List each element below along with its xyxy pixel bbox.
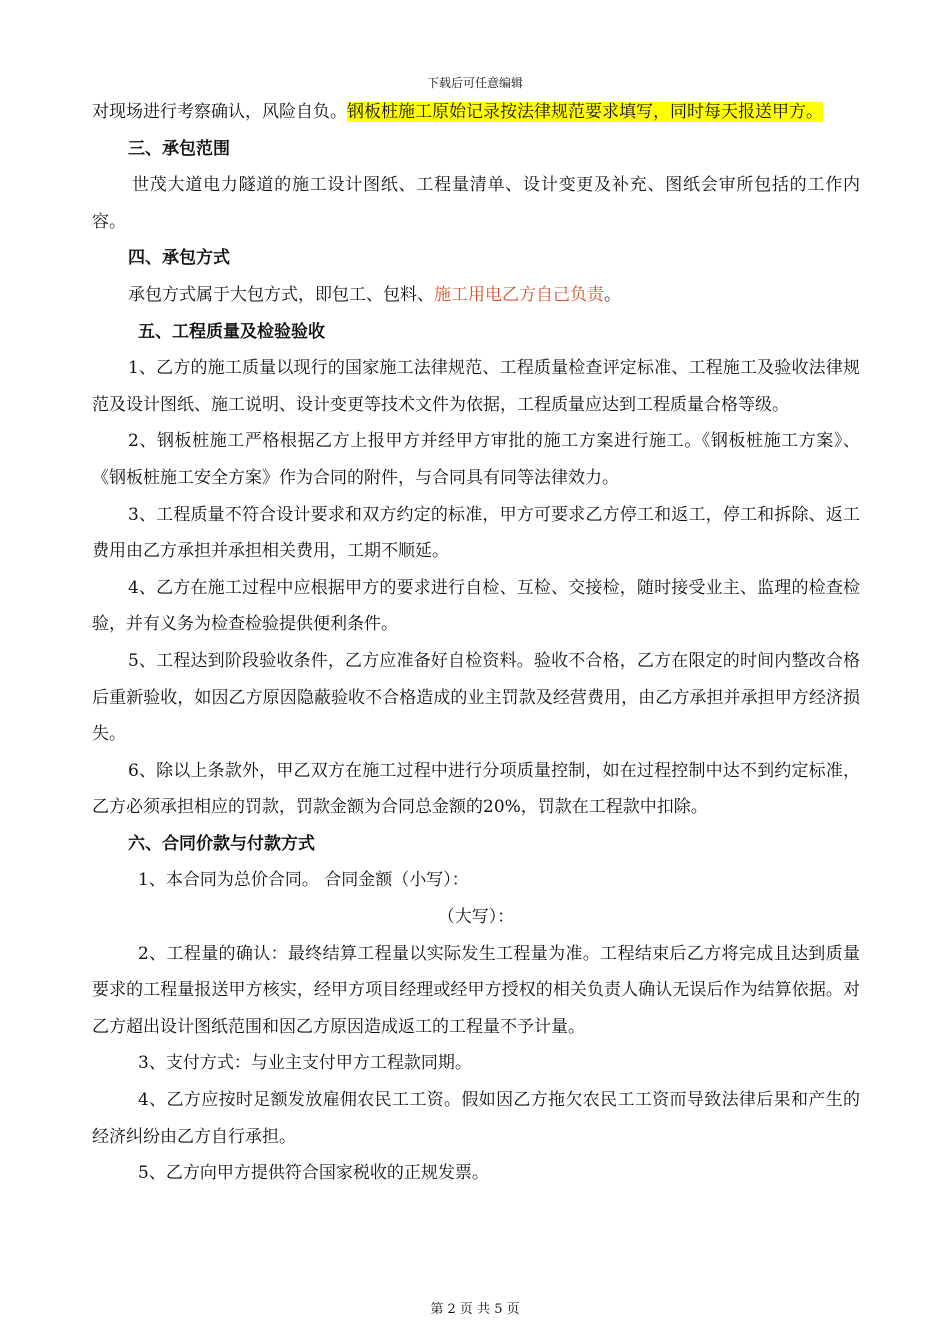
paragraph-scope: 世茂大道电力隧道的施工设计图纸、工程量清单、设计变更及补充、图纸会审所包括的工作内容。 [92,175,860,232]
quality-clause-1: 1、乙方的施工质量以现行的国家施工法律规范、工程质量检查评定标准、工程施工及验收法律规范及设计图纸、施工说明、设计变更等技术文件为依据，工程质量应达到工程质量合格等级。 [92,358,860,415]
payment-clause-2: 2、工程量的确认：最终结算工程量以实际发生工程量为准。工程结束后乙方将完成且达到质量要求的工程量报送甲方核实，经甲方项目经理或经甲方授权的相关负责人确认无误后作为结算依据。对乙方超出设计图纸范围和因乙方原因造成返工的工程量不予计量。 [92,943,860,1037]
payment-clause-5: 5、乙方向甲方提供符合国家税收的正规发票。 [138,1163,489,1184]
payment-clause-4: 4、乙方应按时足额发放雇佣农民工工资。假如因乙方拖欠农民工工资而导致法律后果和产生的经济纠纷由乙方自行承担。 [92,1090,860,1147]
payment-clause-1: 1、本合同为总价合同。 合同金额（小写）： [138,870,469,891]
document-body [92,94,860,1192]
quality-clause-6: 6、除以上条款外，甲乙双方在施工过程中进行分项质量控制，如在过程控制中达不到约定标准，乙方必须承担相应的罚款，罚款金额为合同总金额的20%，罚款在工程款中扣除。 [92,760,860,818]
mode-electricity-text: 施工用电乙方自己负责 [434,284,604,305]
page-footer: 第 2 页 共 5 页 [430,1302,520,1317]
section-heading-scope: 三、承包范围 [128,138,230,159]
page-header: 下载后可任意编辑 [426,76,523,90]
section-heading-payment: 六、合同价款与付款方式 [128,833,315,854]
section-heading-mode: 四、承包方式 [128,248,230,269]
quality-clause-2: 2、钢板桩施工严格根据乙方上报甲方并经甲方审批的施工方案进行施工。《钢板桩施工方案》、《钢板桩施工安全方案》作为合同的附件，与合同具有同等法律效力。 [92,431,860,488]
quality-clause-5: 5、工程达到阶段验收条件，乙方应准备好自检资料。验收不合格，乙方在限定的时间内整改合格后重新验收，如因乙方原因隐蔽验收不合格造成的业主罚款及经营费用，由乙方承担并承担甲方经济损失。 [92,650,860,745]
quality-clause-4: 4、乙方在施工过程中应根据甲方的要求进行自检、互检、交接检，随时接受业主、监理的检查检验，并有义务为检查检验提供便利条件。 [92,577,860,635]
mode-end-text: 。 [604,284,621,305]
paragraph-site-inspection [92,94,860,131]
highlighted-record-text: 钢板桩施工原始记录按法律规范要求填写，同时每天报送甲方。 [347,102,823,122]
mode-text: 承包方式属于大包方式，即包工、包料、 [128,284,434,305]
payment-amount-capital: （大写）： [437,907,515,928]
paragraph-mode [92,277,860,314]
payment-clause-3: 3、支付方式：与业主支付甲方工程款同期。 [138,1053,472,1074]
quality-clause-3: 3、工程质量不符合设计要求和双方约定的标准，甲方可要求乙方停工和返工，停工和拆除、返工费用由乙方承担并承担相关费用，工期不顺延。 [92,504,860,562]
site-inspection-text: 对现场进行考察确认，风险自负。 [92,102,347,122]
section-heading-quality: 五、工程质量及检验验收 [138,321,325,342]
